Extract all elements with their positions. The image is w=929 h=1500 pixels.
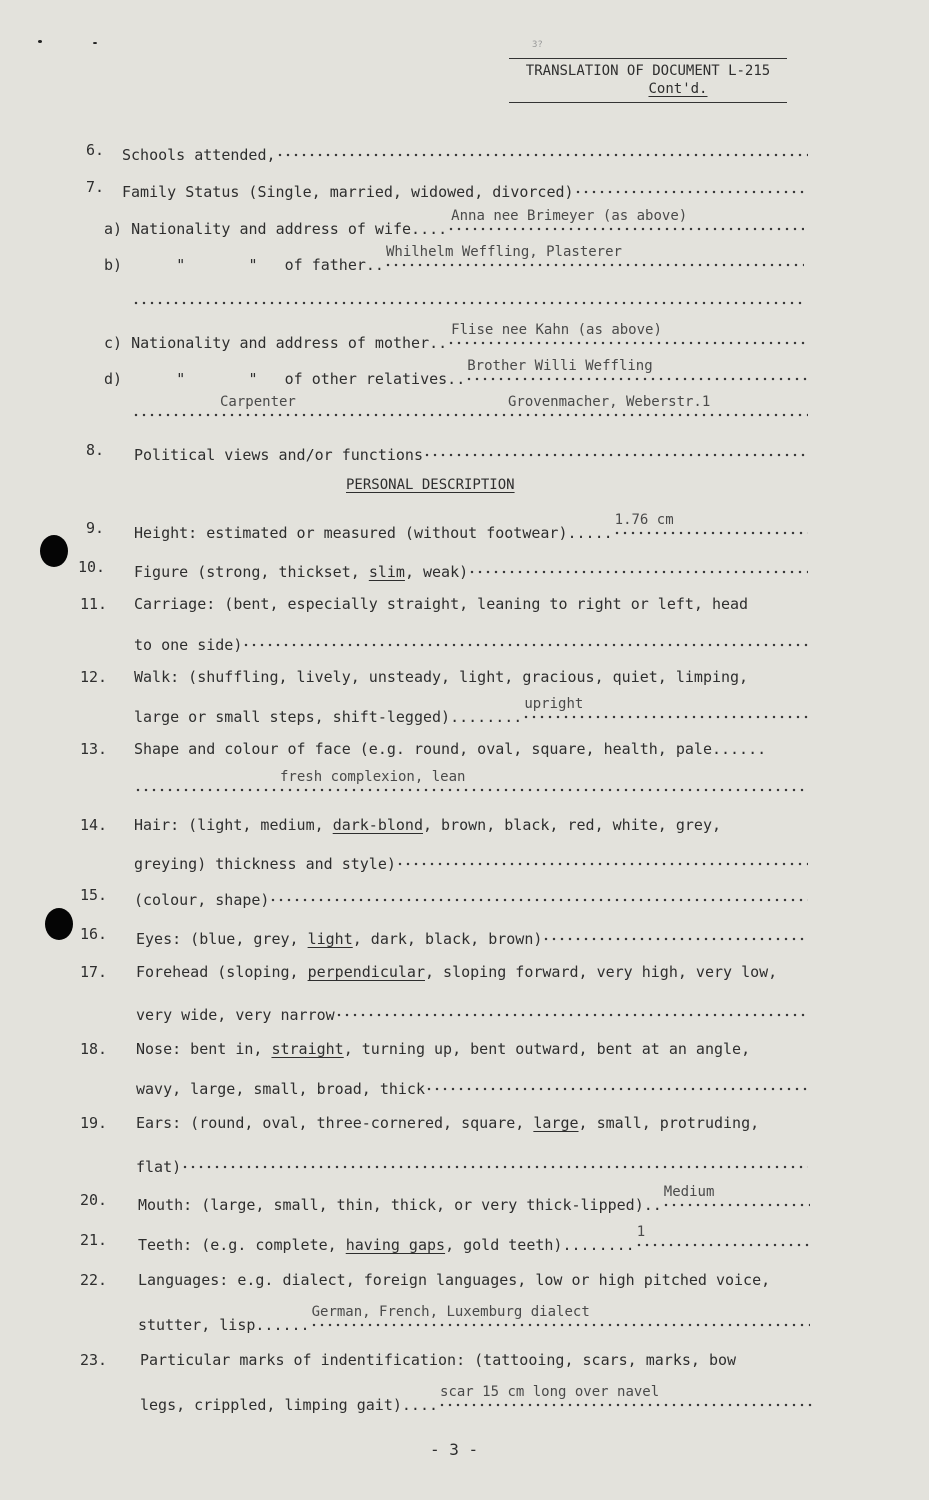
handwritten-entry: Flise nee Kahn (as above) [451, 322, 662, 338]
underlined-choice: slim [368, 563, 405, 581]
item-label: b) " " of father.. [104, 256, 384, 274]
header-rule-top [509, 58, 787, 59]
item-label: Political views and/or functions [134, 446, 423, 464]
item-number: 8. [86, 441, 105, 459]
item-label [136, 929, 542, 949]
item-label: legs, crippled, limping gait).... [140, 1396, 439, 1414]
dot-leader [384, 244, 804, 270]
underlined-choice: large [533, 1114, 579, 1132]
handwritten-entry: German, French, Luxemburg dialect [311, 1304, 590, 1320]
item-number: 14. [80, 816, 108, 834]
item-label: Walk: (shuffling, lively, unsteady, light, gracious, quiet, limping, [134, 668, 749, 686]
item-label: d) " " of other relatives.. [104, 370, 466, 388]
handwritten-entry: Grovenmacher, Weberstr.1 [508, 394, 711, 410]
underlined-choice: light [307, 930, 353, 948]
item-label [136, 1039, 750, 1059]
item-figure [134, 557, 808, 581]
item-number: 23. [80, 1351, 108, 1369]
handwritten-entry: 1 [636, 1224, 646, 1240]
label-part: Ears: (round, oval, three-cornered, square, [136, 1114, 534, 1132]
dot-leader [242, 630, 808, 650]
dot-leader [662, 1184, 810, 1210]
dot-leader [269, 885, 808, 905]
dot-leader [542, 924, 808, 944]
section-title: PERSONAL DESCRIPTION [346, 477, 515, 493]
item-forehead [136, 962, 826, 982]
item-label: very wide, very narrow [136, 1006, 335, 1024]
handwritten-entry: Whilhelm Weffling, Plasterer [385, 244, 622, 260]
item-mother [104, 322, 808, 352]
label-part: Figure (strong, thickset, [134, 563, 369, 581]
item-forehead-cont [136, 1000, 808, 1024]
item-number: 13. [80, 740, 108, 758]
item-number: 7. [86, 178, 105, 196]
header-rule-bottom [509, 102, 787, 103]
label-part: , sloping forward, very high, very low, [425, 963, 778, 981]
label-part: , gold teeth)........ [445, 1236, 635, 1254]
item-label: to one side) [134, 636, 243, 654]
item-label: large or small steps, shift-legged)........ [134, 708, 523, 726]
dot-leader [396, 849, 808, 869]
item-label: Family Status (Single, married, widowed, divorced) [122, 183, 574, 201]
dot-leader [134, 769, 808, 795]
label-part: , weak) [404, 563, 469, 581]
dot-leader [276, 140, 808, 160]
item-label: c) Nationality and address of mother.. [104, 334, 448, 352]
item-number: 12. [80, 668, 108, 686]
item-number: 22. [80, 1271, 108, 1289]
item-label: Shape and colour of face (e.g. round, oval, square, health, pale...... [134, 740, 767, 758]
punch-hole-bottom [45, 908, 73, 940]
item-label: wavy, large, small, broad, thick [136, 1080, 425, 1098]
dot-leader [613, 512, 808, 538]
item-height [134, 512, 808, 542]
item-number: 15. [80, 886, 108, 904]
item-number: 21. [80, 1231, 108, 1249]
underlined-choice: dark-blond [332, 816, 423, 834]
handwritten-entry: Carpenter [220, 394, 296, 410]
speck [38, 40, 42, 43]
item-carriage [134, 594, 808, 614]
dot-leader [635, 1224, 810, 1250]
item-face-cont [134, 769, 808, 795]
handwritten-entry: upright [524, 696, 584, 712]
label-part: Forehead (sloping, [136, 963, 308, 981]
item-label: Languages: e.g. dialect, foreign languages, low or high pitched voice, [138, 1271, 771, 1289]
item-label: Height: estimated or measured (without footwear)..... [134, 524, 613, 542]
item-teeth [138, 1224, 810, 1254]
item-face [134, 739, 808, 759]
handwritten-entry: fresh complexion, lean [280, 769, 466, 785]
item-political-views [134, 440, 808, 464]
item-nose [136, 1039, 808, 1059]
dot-leader [522, 696, 808, 722]
underlined-choice: straight [271, 1040, 344, 1058]
item-walk [134, 667, 808, 687]
dot-leader [465, 358, 808, 384]
item-relatives-continued [132, 394, 808, 420]
item-walk-cont [134, 696, 808, 726]
handwritten-entry: Brother Willi Weffling [467, 358, 653, 374]
item-label [134, 815, 721, 835]
item-ears-cont [136, 1152, 808, 1176]
item-number: 20. [80, 1191, 108, 1209]
dot-leader [438, 1384, 812, 1410]
item-eyes [136, 924, 808, 948]
item-label: Carriage: (bent, especially straight, leaning to right or left, head [134, 595, 749, 613]
item-number: 17. [80, 963, 108, 981]
item-number: 16. [80, 925, 108, 943]
blank-dotted-line [132, 288, 806, 308]
item-carriage-cont [134, 630, 808, 654]
item-label: stutter, lisp...... [138, 1316, 310, 1334]
item-number: 9. [86, 519, 105, 537]
dot-leader [423, 440, 808, 460]
underlined-choice: having gaps [345, 1236, 446, 1254]
label-part: Teeth: (e.g. complete, [138, 1236, 346, 1254]
item-nose-cont [136, 1074, 808, 1098]
speck [93, 42, 97, 44]
item-mouth [138, 1184, 810, 1214]
label-part: , turning up, bent outward, bent at an angle, [343, 1040, 751, 1058]
item-wife [104, 208, 804, 238]
label-part: Eyes: (blue, grey, [136, 930, 308, 948]
dot-leader [425, 1074, 808, 1094]
punch-hole-top [40, 535, 68, 567]
label-part: , small, protruding, [578, 1114, 760, 1132]
label-part: Nose: bent in, [136, 1040, 272, 1058]
item-label [138, 1235, 635, 1255]
item-languages [138, 1270, 828, 1290]
item-number: 19. [80, 1114, 108, 1132]
item-label: flat) [136, 1158, 182, 1176]
dot-leader [132, 394, 808, 420]
item-marks [140, 1350, 812, 1370]
handwritten-entry: scar 15 cm long over navel [440, 1384, 660, 1400]
item-label: a) Nationality and address of wife.... [104, 220, 448, 238]
label-part: , dark, black, brown) [352, 930, 543, 948]
label-part: , brown, black, red, white, grey, [423, 816, 722, 834]
item-father [104, 244, 804, 274]
dot-leader [468, 557, 808, 577]
label-part: Hair: (light, medium, [134, 816, 333, 834]
item-other-relatives [104, 358, 808, 388]
item-number: 6. [86, 141, 105, 159]
item-label [136, 1113, 759, 1133]
item-number: 11. [80, 595, 108, 613]
item-languages-cont [138, 1304, 810, 1334]
handwritten-entry: 1.76 cm [614, 512, 674, 528]
item-label: greying) thickness and style) [134, 855, 396, 873]
header-title: TRANSLATION OF DOCUMENT L-215 [525, 63, 771, 79]
dot-leader [447, 208, 804, 234]
underlined-choice: perpendicular [307, 963, 425, 981]
item-label [136, 962, 777, 982]
item-label [134, 562, 468, 582]
item-hair-cont [134, 849, 808, 873]
item-number: 10. [78, 558, 106, 576]
header-continued: Cont'd. [648, 81, 708, 97]
item-label: Mouth: (large, small, thin, thick, or very thick-lipped).. [138, 1196, 662, 1214]
item-family-status [122, 177, 808, 201]
item-schools [122, 140, 808, 164]
handwritten-entry: Medium [663, 1184, 715, 1200]
dot-leader [335, 1000, 808, 1020]
dot-leader [181, 1152, 808, 1172]
item-label: Schools attended, [122, 146, 276, 164]
item-label: (colour, shape) [134, 891, 270, 909]
item-colour-shape [134, 885, 808, 909]
pencil-mark: 3? [532, 40, 543, 50]
item-ears [136, 1113, 808, 1133]
handwritten-entry: Anna nee Brimeyer (as above) [451, 208, 688, 224]
dot-leader [132, 288, 806, 308]
item-label: Particular marks of indentification: (tattooing, scars, marks, bow [140, 1351, 737, 1369]
item-hair [134, 815, 808, 835]
dot-leader [310, 1304, 810, 1330]
item-number: 18. [80, 1040, 108, 1058]
dot-leader [574, 177, 808, 197]
page-number: - 3 - [430, 1440, 479, 1459]
item-marks-cont [140, 1384, 812, 1414]
dot-leader [447, 322, 808, 348]
